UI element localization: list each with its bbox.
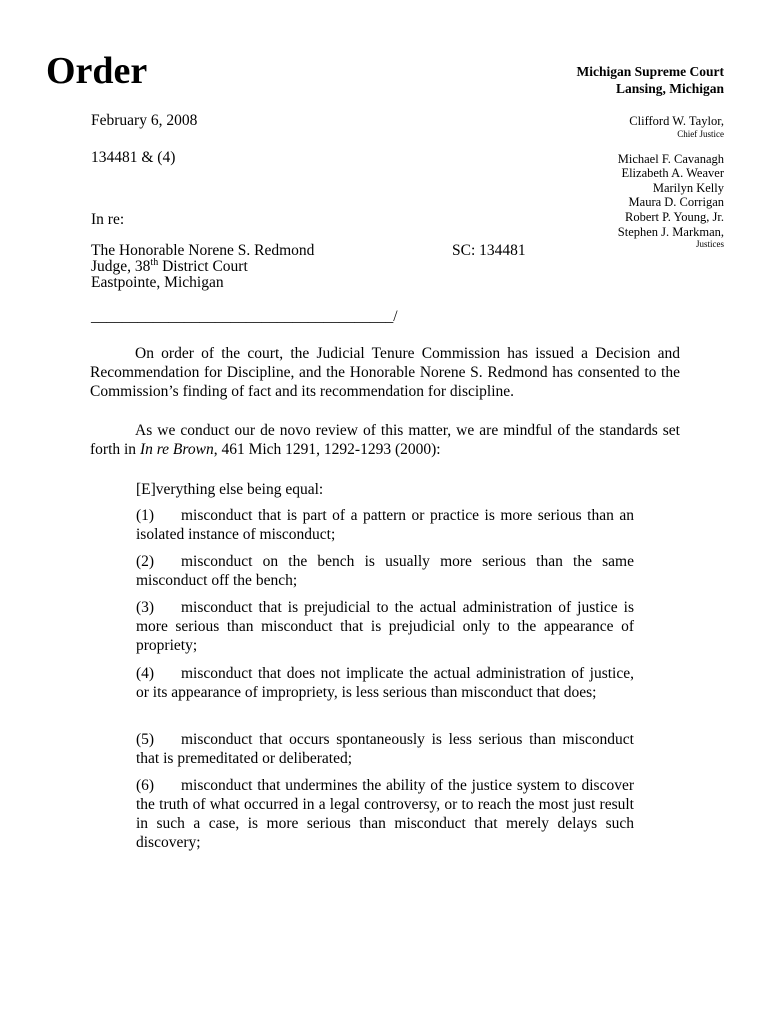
court-name: Michigan Supreme Court — [576, 64, 724, 79]
party-block — [91, 243, 314, 291]
justice-name: Elizabeth A. Weaver — [621, 166, 724, 181]
standard-item: (2) misconduct on the bench is usually more serious than the same misconduct off the bench; — [136, 553, 634, 589]
justices-list — [618, 114, 724, 250]
separator-line: _______________________________________/ — [91, 308, 398, 325]
justice-name: Stephen J. Markman, — [617, 224, 724, 239]
chief-justice-label: Chief Justice — [677, 128, 724, 139]
quote-intro: [E]verything else being equal: — [136, 481, 324, 498]
standard-item: (4) misconduct that does not implicate the actual administration of justice, or its appearance of impropriety, is less serious than misconduct that does; — [136, 665, 634, 701]
party-name: The Honorable Norene S. Redmond — [91, 242, 315, 259]
order-title: Order — [46, 50, 148, 92]
court-header — [577, 63, 725, 97]
party-title: Judge, 38th District Court — [91, 256, 248, 275]
standard-item: (3) misconduct that is prejudicial to the actual administration of justice is more serious than misconduct that is prejudicial only to the appearance of propriety; — [136, 599, 634, 654]
justices-label: Justices — [696, 239, 724, 250]
sc-number: SC: 134481 — [452, 242, 526, 259]
justice-name: Robert P. Young, Jr. — [625, 209, 724, 224]
case-citation: In re Brown — [139, 441, 214, 458]
justice-name: Marilyn Kelly — [652, 180, 724, 195]
standard-item: (6) misconduct that undermines the ability of the justice system to discover the truth of what occurred in a legal controversy, or to reach the most just result in such a case, is more serious than misconduct that merely delays such discovery; — [136, 777, 634, 851]
justice-name: Michael F. Cavanagh — [617, 151, 724, 166]
order-date: February 6, 2008 — [91, 112, 198, 129]
court-location: Lansing, Michigan — [615, 81, 724, 96]
justice-name: Maura D. Corrigan — [628, 195, 724, 210]
in-re-label: In re: — [91, 211, 125, 228]
standard-item: (1) misconduct that is part of a pattern or practice is more serious than an isolated instance of misconduct; — [136, 507, 634, 543]
paragraph-1: On order of the court, the Judicial Tenure Commission has issued a Decision and Recommendation for Discipline, and the Honorable Norene S. Redmond has consented to the Commission’s finding of fact and its recommendation for discipline. — [90, 345, 680, 400]
docket-number: 134481 & (4) — [91, 149, 176, 166]
standard-item: (5) misconduct that occurs spontaneously is less serious than misconduct that is premeditated or deliberated; — [136, 731, 634, 767]
chief-justice-name: Clifford W. Taylor, — [629, 114, 724, 128]
paragraph-2: As we conduct our de novo review of this matter, we are mindful of the standards set forth in In re Brown, 461 Mich 1291, 1292-1293 (2000): — [90, 422, 680, 458]
party-location: Eastpointe, Michigan — [91, 274, 224, 291]
